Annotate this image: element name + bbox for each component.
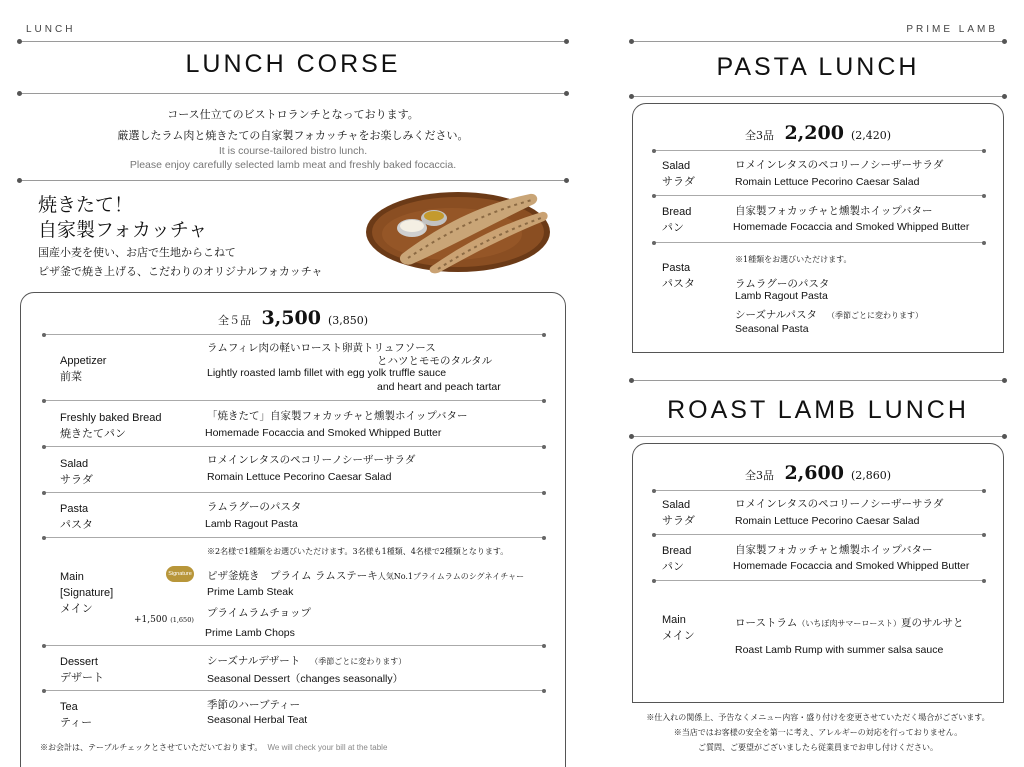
course-price-tax: (3,850) [327, 314, 369, 327]
divider [654, 580, 984, 581]
dessert-jp [207, 653, 406, 668]
label-en: Bread [662, 545, 692, 557]
intro-jp-1: コース仕立てのビストロランチとなっております。 [167, 108, 419, 121]
label-jp: パスタ [60, 519, 93, 531]
roast-main-label [662, 612, 695, 644]
footer-jp: ※お会計は、テーブルチェックとさせていただいております。 [40, 743, 263, 752]
course-price [20, 307, 566, 329]
label-signature: [Signature] [60, 587, 114, 599]
intro-jp-2: 厳選したラム肉と焼きたての自家製フォカッチャをお楽しみください。 [117, 129, 469, 142]
bread-jp: 「焼きたて」自家製フォカッチャと燻製ホイップバター [207, 410, 468, 422]
main-en-2: Prime Lamb Chops [205, 627, 295, 639]
roast-salad-en: Romain Lettuce Pecorino Caesar Salad [735, 515, 920, 527]
divider [632, 436, 1004, 437]
pasta-bread-label [662, 204, 691, 236]
roast-main-jp-tail: 夏のサルサと [900, 617, 964, 629]
dessert-jp-text: シーズナルデザート [207, 655, 301, 667]
main-label [60, 569, 113, 617]
pasta-jp: ラムラグーのパスタ [207, 501, 302, 513]
pasta-bread-jp: 自家製フォカッチャと燻製ホイップバター [735, 205, 933, 217]
bread-label [60, 410, 162, 442]
seasonal-pasta-small: （季節ごとに変わります） [827, 311, 924, 320]
page-title: LUNCH CORSE [185, 50, 401, 78]
focaccia-heading-1: 焼きたて！ [38, 194, 134, 216]
appetizer-en-2: and heart and peach tartar [377, 381, 501, 393]
pasta-pasta-en-1: Lamb Ragout Pasta [735, 290, 828, 302]
pasta-note: ※1種類をお選びいただけます。 [735, 255, 852, 264]
focaccia-heading-2: 自家製フォカッチャ [38, 219, 208, 241]
main-jp-1-text: ピザ釜焼き プライム ラムステーキ [207, 570, 378, 582]
label-jp: パン [662, 561, 684, 573]
intro-en-1: It is course-tailored bistro lunch. [218, 145, 368, 157]
divider [632, 41, 1004, 42]
appetizer-label [60, 353, 106, 385]
divider [654, 150, 984, 151]
label-jp: パン [662, 222, 684, 234]
label-en: Tea [60, 701, 78, 713]
main-jp-2: プライムラムチョップ [207, 607, 312, 619]
dessert-jp-small: （季節ごとに変わります） [310, 657, 407, 666]
extra-price: +1,500 [134, 615, 168, 625]
divider [44, 645, 544, 646]
pasta-bread-en: Homemade Focaccia and Smoked Whipped Butter [733, 221, 970, 233]
label-jp: メイン [60, 603, 93, 615]
label-en: Salad [662, 499, 691, 511]
label-jp: パスタ [662, 278, 695, 290]
bread-en: Homemade Focaccia and Smoked Whipped Butter [205, 427, 442, 439]
label-en: Dessert [60, 656, 98, 668]
divider [20, 180, 566, 181]
divider [44, 334, 544, 335]
salad-label [60, 456, 93, 488]
left-header: LUNCH [26, 24, 76, 35]
label-en: Pasta [60, 503, 89, 515]
main-extra-price [134, 615, 194, 625]
roast-price [632, 462, 1004, 484]
pasta-salad-en: Romain Lettuce Pecorino Caesar Salad [735, 176, 920, 188]
label-jp: 焼きたてパン [60, 428, 126, 440]
divider [20, 93, 566, 94]
label-jp: メイン [662, 630, 695, 642]
signature-badge: Signature [166, 566, 194, 582]
pasta-price-tax: (2,420) [850, 129, 892, 142]
roast-lamb-title: ROAST LAMB LUNCH [667, 396, 969, 424]
roast-main-jp [735, 615, 963, 630]
divider [654, 242, 984, 243]
roast-salad-jp: ロメインレタスのペコリーノシーザーサラダ [735, 498, 944, 510]
appetizer-jp-2: とハツとモモのタルタル [377, 355, 493, 367]
tea-label [60, 699, 92, 731]
pasta-price-amount: 2,200 [784, 122, 844, 144]
divider [44, 537, 544, 538]
dessert-en: Seasonal Dessert（changes seasonally） [207, 673, 404, 685]
label-en: Freshly baked Bread [60, 412, 162, 424]
label-jp: ティー [60, 717, 93, 729]
label-en: Bread [662, 206, 692, 218]
course-price-amount: 3,500 [261, 307, 321, 329]
roast-price-tax: (2,860) [850, 469, 892, 482]
notice-3: ご質問、ご要望がございましたら従業員までお申し付けください。 [698, 743, 938, 752]
extra-price-tax: (1,650) [170, 616, 194, 624]
notice-1: ※仕入れの関係上、予告なくメニュー内容・盛り付けを変更させていただく場合がございます。 [646, 713, 990, 722]
dessert-label [60, 654, 104, 686]
pasta-count: 全3品 [744, 129, 774, 142]
label-jp: サラダ [60, 474, 93, 486]
appetizer-jp-1: ラムフィレ肉の軽いロースト卵黄トリュフソース [207, 342, 436, 354]
label-jp: サラダ [662, 176, 695, 188]
roast-bread-en: Homemade Focaccia and Smoked Whipped Butter [733, 560, 970, 572]
roast-main-jp-small: （いちぼ肉サマーロースト） [797, 619, 901, 628]
divider [44, 446, 544, 447]
roast-main-jp-text: ローストラム [735, 617, 798, 629]
label-en: Main [662, 614, 686, 626]
tea-jp: 季節のハーブティー [207, 699, 301, 711]
pasta-pasta-jp-1: ラムラグーのパスタ [735, 278, 830, 290]
intro-en-2: Please enjoy carefully selected lamb meat and freshly baked focaccia. [129, 159, 457, 171]
label-en: Pasta [662, 262, 691, 274]
divider [44, 492, 544, 493]
divider [44, 400, 544, 401]
divider [654, 490, 984, 491]
divider [654, 534, 984, 535]
roast-bread-label [662, 543, 691, 575]
divider [654, 195, 984, 196]
main-jp-1-small: 人気No.1プライムラムのシグネイチャー [377, 572, 525, 581]
label-en: Salad [662, 160, 691, 172]
pasta-lunch-title: PASTA LUNCH [716, 53, 920, 81]
salad-jp: ロメインレタスのペコリーノシーザーサラダ [207, 454, 416, 466]
divider [44, 690, 544, 691]
pasta-price [632, 122, 1004, 144]
pasta-salad-label [662, 158, 695, 190]
pasta-salad-jp: ロメインレタスのペコリーノシーザーサラダ [735, 159, 944, 171]
pasta-pasta-label [662, 260, 695, 292]
pasta-label [60, 501, 93, 533]
footer-note [40, 742, 391, 753]
label-en: Appetizer [60, 355, 107, 367]
roast-salad-label [662, 497, 695, 529]
footer-en: We will check your bill at the table [267, 743, 388, 752]
roast-price-amount: 2,600 [784, 462, 844, 484]
salad-en: Romain Lettuce Pecorino Caesar Salad [207, 471, 392, 483]
tea-en: Seasonal Herbal Teat [207, 714, 308, 726]
pasta-pasta-en-2: Seasonal Pasta [735, 323, 809, 335]
main-jp-1 [207, 568, 524, 583]
label-jp: デザート [60, 672, 104, 684]
pasta-en: Lamb Ragout Pasta [205, 518, 298, 530]
label-jp: サラダ [662, 515, 695, 527]
label-en: Salad [60, 458, 89, 470]
appetizer-en-1: Lightly roasted lamb fillet with egg yolk truffle sauce [207, 367, 447, 379]
right-header: PRIME LAMB [906, 24, 998, 35]
seasonal-pasta-jp: シーズナルパスタ [735, 309, 818, 321]
divider [20, 41, 566, 42]
main-en-1: Prime Lamb Steak [207, 586, 294, 598]
divider [632, 380, 1004, 381]
focaccia-desc-1: 国産小麦を使い、お店で生地からこねて [38, 246, 236, 259]
course-count: 全５品 [217, 314, 251, 327]
roast-bread-jp: 自家製フォカッチャと燻製ホイップバター [735, 544, 933, 556]
label-jp: 前菜 [60, 371, 82, 383]
focaccia-photo [362, 184, 558, 276]
pasta-pasta-jp-2 [735, 307, 923, 322]
roast-main-en: Roast Lamb Rump with summer salsa sauce [735, 644, 944, 656]
notice-2: ※当店ではお客様の安全を第一に考え、アレルギーの対応を行っておりません。 [673, 728, 963, 737]
roast-count: 全3品 [744, 469, 774, 482]
main-note: ※2名様で1種類をお選びいただけます。3名様も1種類、4名様で2種類となります。 [207, 547, 509, 556]
divider [632, 96, 1004, 97]
focaccia-desc-2: ピザ釜で焼き上げる、こだわりのオリジナルフォカッチャ [38, 265, 323, 278]
label-en: Main [60, 571, 84, 583]
